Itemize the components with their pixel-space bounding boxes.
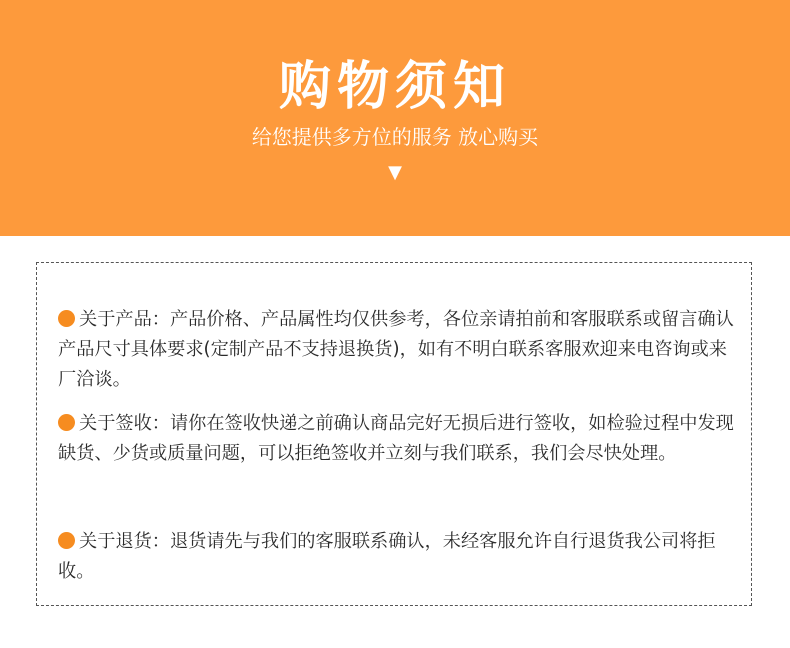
- down-arrow-icon: ▼: [388, 162, 402, 183]
- header-banner: [0, 0, 790, 236]
- notice-text: 退货请先与我们的客服联系确认，未经客服允许自行退货我公司将拒收。: [58, 531, 716, 582]
- notice-item-signing: [58, 409, 734, 469]
- page-title: 购物须知: [278, 57, 511, 117]
- page-subtitle: 给您提供多方位的服务 放心购买: [251, 125, 539, 149]
- notice-item-product: [58, 305, 734, 395]
- bullet-dot-icon: [58, 414, 75, 431]
- notice-heading: 关于签收：: [79, 413, 170, 434]
- notice-box: [36, 262, 752, 606]
- notice-item-return: [58, 527, 734, 587]
- bullet-dot-icon: [58, 532, 75, 549]
- notice-heading: 关于产品：: [79, 309, 170, 330]
- notice-text: 产品价格、产品属性均仅供参考，各位亲请拍前和客服联系或留言确认产品尺寸具体要求(定制产品不支持退换货)，如有不明白联系客服欢迎来电咨询或来厂洽谈。: [58, 309, 734, 390]
- notice-heading: 关于退货：: [79, 531, 170, 552]
- bullet-dot-icon: [58, 310, 75, 327]
- notice-text: 请你在签收快递之前确认商品完好无损后进行签收，如检验过程中发现缺货、少货或质量问题，可以拒绝签收并立刻与我们联系，我们会尽快处理。: [58, 413, 734, 464]
